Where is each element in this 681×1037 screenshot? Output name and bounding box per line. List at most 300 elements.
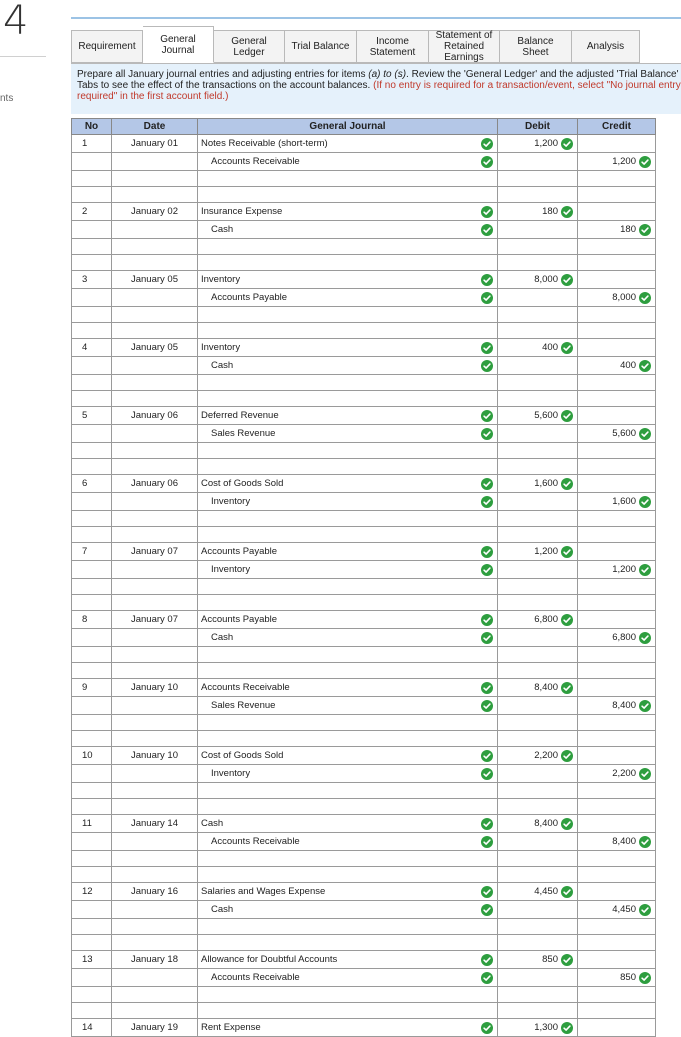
check-icon — [481, 496, 493, 508]
journal-row-empty — [72, 391, 656, 407]
empty-credit-field[interactable] — [578, 375, 656, 391]
tab-general-journal[interactable]: General Journal — [143, 26, 214, 63]
empty-credit-field[interactable] — [578, 443, 656, 459]
empty-credit-field[interactable] — [578, 919, 656, 935]
entry-date[interactable]: January 05 — [112, 339, 198, 357]
empty-debit-field[interactable] — [498, 783, 578, 799]
empty-account-field[interactable] — [198, 987, 498, 1003]
debit-account-field[interactable] — [198, 679, 498, 697]
credit-account-field[interactable] — [198, 221, 498, 239]
credit-amount-field[interactable] — [578, 221, 656, 239]
empty-account-field[interactable] — [198, 187, 498, 203]
credit-amount-field[interactable] — [578, 357, 656, 375]
entry-date[interactable]: January 19 — [112, 1019, 198, 1037]
credit-account-field[interactable] — [198, 153, 498, 171]
journal-row-debit — [72, 271, 656, 289]
empty-date-field[interactable] — [112, 187, 198, 203]
empty-date-field[interactable] — [112, 919, 198, 935]
empty-account-field[interactable] — [198, 867, 498, 883]
empty-account-field[interactable] — [198, 783, 498, 799]
debit-account-field[interactable] — [198, 135, 498, 153]
empty-credit-field[interactable] — [578, 663, 656, 679]
credit-account-field[interactable] — [198, 561, 498, 579]
left-divider — [0, 56, 46, 57]
check-icon — [481, 342, 493, 354]
empty-account-field[interactable] — [198, 851, 498, 867]
empty-cell — [72, 307, 112, 323]
debit-amount-field[interactable] — [498, 289, 578, 307]
credit-amount: 4,450 — [612, 904, 636, 915]
empty-date-field[interactable] — [112, 255, 198, 271]
debit-amount-field[interactable] — [498, 901, 578, 919]
empty-account-field[interactable] — [198, 799, 498, 815]
empty-debit-field[interactable] — [498, 987, 578, 1003]
debit-account-field[interactable] — [198, 543, 498, 561]
entry-date[interactable]: January 06 — [112, 407, 198, 425]
tab-analysis[interactable]: Analysis — [572, 30, 640, 63]
debit-account-field[interactable] — [198, 475, 498, 493]
empty-debit-field[interactable] — [498, 579, 578, 595]
empty-date-field[interactable] — [112, 443, 198, 459]
empty-credit-field[interactable] — [578, 459, 656, 475]
credit-account-field[interactable] — [198, 697, 498, 715]
general-journal-table — [71, 118, 656, 1037]
empty-credit-field[interactable] — [578, 783, 656, 799]
credit-account-field[interactable] — [198, 629, 498, 647]
empty-debit-field[interactable] — [498, 1003, 578, 1019]
entry-date[interactable]: January 10 — [112, 679, 198, 697]
credit-account-name: Accounts Receivable — [211, 836, 300, 847]
empty-debit-field[interactable] — [498, 511, 578, 527]
debit-account-name: Rent Expense — [201, 1022, 261, 1033]
credit-amount-field[interactable] — [578, 271, 656, 289]
entry-date[interactable]: January 18 — [112, 951, 198, 969]
empty-account-field[interactable] — [198, 715, 498, 731]
check-icon — [481, 428, 493, 440]
credit-amount: 400 — [620, 360, 636, 371]
empty-credit-field[interactable] — [578, 851, 656, 867]
empty-debit-field[interactable] — [498, 375, 578, 391]
empty-account-field[interactable] — [198, 731, 498, 747]
empty-date-field[interactable] — [112, 511, 198, 527]
credit-amount-field[interactable] — [578, 153, 656, 171]
debit-account-name: Cash — [201, 818, 224, 829]
entry-number: 10 — [72, 747, 112, 765]
credit-account-field[interactable] — [198, 765, 498, 783]
credit-amount-field[interactable] — [578, 951, 656, 969]
debit-amount-field[interactable] — [498, 611, 578, 629]
empty-account-field[interactable] — [198, 171, 498, 187]
entry-date-empty[interactable] — [112, 833, 198, 851]
entry-number: 14 — [72, 1019, 112, 1037]
debit-amount-field[interactable] — [498, 679, 578, 697]
empty-account-field[interactable] — [198, 595, 498, 611]
entry-date-empty[interactable] — [112, 425, 198, 443]
credit-account-field[interactable] — [198, 901, 498, 919]
debit-amount-field[interactable] — [498, 765, 578, 783]
entry-date-empty[interactable] — [112, 153, 198, 171]
journal-row-empty — [72, 663, 656, 679]
empty-cell — [72, 783, 112, 799]
entry-number-empty — [72, 901, 112, 919]
entry-date-empty[interactable] — [112, 289, 198, 307]
credit-account-field[interactable] — [198, 289, 498, 307]
debit-amount-field[interactable] — [498, 697, 578, 715]
journal-row-empty — [72, 595, 656, 611]
debit-amount-field[interactable] — [498, 425, 578, 443]
credit-account-field[interactable] — [198, 493, 498, 511]
entry-date[interactable]: January 06 — [112, 475, 198, 493]
debit-account-field[interactable] — [198, 339, 498, 357]
journal-row-debit — [72, 543, 656, 561]
empty-account-field[interactable] — [198, 391, 498, 407]
empty-date-field[interactable] — [112, 579, 198, 595]
empty-debit-field[interactable] — [498, 647, 578, 663]
empty-date-field[interactable] — [112, 1003, 198, 1019]
journal-row-empty — [72, 715, 656, 731]
empty-credit-field[interactable] — [578, 527, 656, 543]
entry-date-empty[interactable] — [112, 765, 198, 783]
journal-row-credit — [72, 765, 656, 783]
journal-row-empty — [72, 459, 656, 475]
debit-amount-field[interactable] — [498, 561, 578, 579]
debit-account-field[interactable] — [198, 1019, 498, 1037]
check-icon — [639, 700, 651, 712]
debit-account-field[interactable] — [198, 203, 498, 221]
debit-amount-field[interactable] — [498, 339, 578, 357]
empty-debit-field[interactable] — [498, 307, 578, 323]
debit-amount-field[interactable] — [498, 815, 578, 833]
empty-cell — [72, 987, 112, 1003]
credit-amount-field[interactable] — [578, 679, 656, 697]
check-icon — [639, 496, 651, 508]
empty-date-field[interactable] — [112, 239, 198, 255]
entry-date[interactable]: January 01 — [112, 135, 198, 153]
check-icon — [639, 836, 651, 848]
tab-income-statement[interactable]: Income Statement — [357, 30, 429, 63]
journal-row-debit — [72, 815, 656, 833]
debit-amount: 1,200 — [534, 546, 558, 557]
empty-account-field[interactable] — [198, 307, 498, 323]
empty-account-field[interactable] — [198, 375, 498, 391]
credit-amount-field[interactable] — [578, 135, 656, 153]
header-no: No — [72, 119, 112, 135]
journal-row-empty — [72, 647, 656, 663]
tab-statement-of-retained-earnings[interactable]: Statement of Retained Earnings — [429, 30, 500, 63]
empty-credit-field[interactable] — [578, 987, 656, 1003]
empty-date-field[interactable] — [112, 783, 198, 799]
check-icon — [561, 818, 573, 830]
debit-amount-field[interactable] — [498, 951, 578, 969]
debit-amount-field[interactable] — [498, 493, 578, 511]
empty-account-field[interactable] — [198, 459, 498, 475]
empty-date-field[interactable] — [112, 851, 198, 867]
debit-account-field[interactable] — [198, 951, 498, 969]
empty-debit-field[interactable] — [498, 255, 578, 271]
entry-date[interactable]: January 05 — [112, 271, 198, 289]
journal-row-empty — [72, 579, 656, 595]
empty-debit-field[interactable] — [498, 715, 578, 731]
debit-amount-field[interactable] — [498, 135, 578, 153]
journal-row-debit — [72, 203, 656, 221]
empty-date-field[interactable] — [112, 987, 198, 1003]
credit-amount-field[interactable] — [578, 747, 656, 765]
empty-debit-field[interactable] — [498, 323, 578, 339]
empty-debit-field[interactable] — [498, 799, 578, 815]
debit-amount-field[interactable] — [498, 271, 578, 289]
entry-date-empty[interactable] — [112, 561, 198, 579]
credit-account-field[interactable] — [198, 357, 498, 375]
header-debit: Debit — [498, 119, 578, 135]
empty-cell — [72, 323, 112, 339]
credit-amount-field[interactable] — [578, 697, 656, 715]
empty-credit-field[interactable] — [578, 579, 656, 595]
credit-account-field[interactable] — [198, 425, 498, 443]
empty-date-field[interactable] — [112, 935, 198, 951]
empty-date-field[interactable] — [112, 527, 198, 543]
header-credit: Credit — [578, 119, 656, 135]
entry-number-empty — [72, 561, 112, 579]
empty-credit-field[interactable] — [578, 255, 656, 271]
empty-credit-field[interactable] — [578, 867, 656, 883]
empty-credit-field[interactable] — [578, 511, 656, 527]
debit-account-field[interactable] — [198, 611, 498, 629]
empty-cell — [72, 579, 112, 595]
journal-row-empty — [72, 851, 656, 867]
empty-cell — [72, 187, 112, 203]
check-icon — [639, 156, 651, 168]
empty-debit-field[interactable] — [498, 867, 578, 883]
tab-balance-sheet[interactable]: Balance Sheet — [500, 30, 572, 63]
empty-date-field[interactable] — [112, 171, 198, 187]
check-icon — [481, 360, 493, 372]
journal-row-credit — [72, 697, 656, 715]
empty-credit-field[interactable] — [578, 1003, 656, 1019]
debit-amount-field[interactable] — [498, 203, 578, 221]
empty-date-field[interactable] — [112, 307, 198, 323]
empty-debit-field[interactable] — [498, 663, 578, 679]
empty-date-field[interactable] — [112, 663, 198, 679]
empty-cell — [72, 375, 112, 391]
credit-amount-field[interactable] — [578, 289, 656, 307]
empty-account-field[interactable] — [198, 663, 498, 679]
check-icon — [639, 224, 651, 236]
credit-amount-field[interactable] — [578, 969, 656, 987]
entry-date[interactable]: January 14 — [112, 815, 198, 833]
empty-credit-field[interactable] — [578, 647, 656, 663]
empty-account-field[interactable] — [198, 443, 498, 459]
check-icon — [561, 410, 573, 422]
empty-debit-field[interactable] — [498, 239, 578, 255]
empty-date-field[interactable] — [112, 323, 198, 339]
empty-debit-field[interactable] — [498, 443, 578, 459]
empty-date-field[interactable] — [112, 375, 198, 391]
check-icon — [481, 478, 493, 490]
entry-date[interactable]: January 07 — [112, 611, 198, 629]
credit-amount-field[interactable] — [578, 407, 656, 425]
journal-row-credit — [72, 425, 656, 443]
journal-row-credit — [72, 969, 656, 987]
empty-account-field[interactable] — [198, 323, 498, 339]
entry-date-empty[interactable] — [112, 901, 198, 919]
credit-amount: 8,400 — [612, 836, 636, 847]
empty-account-field[interactable] — [198, 239, 498, 255]
credit-amount-field[interactable] — [578, 425, 656, 443]
entry-date[interactable]: January 07 — [112, 543, 198, 561]
credit-account-name: Sales Revenue — [211, 700, 276, 711]
debit-amount-field[interactable] — [498, 1019, 578, 1037]
empty-date-field[interactable] — [112, 595, 198, 611]
empty-date-field[interactable] — [112, 647, 198, 663]
empty-account-field[interactable] — [198, 1003, 498, 1019]
credit-amount-field[interactable] — [578, 561, 656, 579]
empty-account-field[interactable] — [198, 935, 498, 951]
debit-amount-field[interactable] — [498, 221, 578, 239]
empty-credit-field[interactable] — [578, 595, 656, 611]
empty-account-field[interactable] — [198, 579, 498, 595]
debit-account-field[interactable] — [198, 747, 498, 765]
credit-amount-field[interactable] — [578, 339, 656, 357]
check-icon — [561, 614, 573, 626]
empty-account-field[interactable] — [198, 647, 498, 663]
debit-account-name: Allowance for Doubtful Accounts — [201, 954, 338, 965]
empty-credit-field[interactable] — [578, 187, 656, 203]
empty-cell — [72, 255, 112, 271]
credit-account-field[interactable] — [198, 833, 498, 851]
entry-date[interactable]: January 16 — [112, 883, 198, 901]
empty-debit-field[interactable] — [498, 187, 578, 203]
debit-account-name: Accounts Receivable — [201, 682, 290, 693]
journal-row-credit — [72, 357, 656, 375]
debit-amount-field[interactable] — [498, 747, 578, 765]
debit-amount-field[interactable] — [498, 153, 578, 171]
credit-amount-field[interactable] — [578, 883, 656, 901]
debit-amount: 8,400 — [534, 818, 558, 829]
entry-number: 7 — [72, 543, 112, 561]
empty-credit-field[interactable] — [578, 391, 656, 407]
entry-date[interactable]: January 02 — [112, 203, 198, 221]
empty-date-field[interactable] — [112, 799, 198, 815]
credit-amount-field[interactable] — [578, 901, 656, 919]
debit-account-name: Insurance Expense — [201, 206, 283, 217]
credit-amount-field[interactable] — [578, 765, 656, 783]
entry-number: 8 — [72, 611, 112, 629]
entry-number-empty — [72, 833, 112, 851]
credit-account-name: Cash — [211, 360, 234, 371]
credit-amount-field[interactable] — [578, 611, 656, 629]
empty-debit-field[interactable] — [498, 595, 578, 611]
empty-debit-field[interactable] — [498, 459, 578, 475]
debit-account-field[interactable] — [198, 883, 498, 901]
instructions-text-1: Prepare all January journal entries and adjusting entries for items — [77, 69, 369, 80]
empty-debit-field[interactable] — [498, 171, 578, 187]
tab-general-ledger[interactable]: General Ledger — [214, 30, 285, 63]
empty-debit-field[interactable] — [498, 919, 578, 935]
journal-row-empty — [72, 171, 656, 187]
entry-number-empty — [72, 357, 112, 375]
tab-requirement[interactable]: Requirement — [71, 30, 143, 63]
credit-amount-field[interactable] — [578, 815, 656, 833]
empty-date-field[interactable] — [112, 867, 198, 883]
entry-date-empty[interactable] — [112, 221, 198, 239]
entry-date-empty[interactable] — [112, 629, 198, 647]
debit-amount-field[interactable] — [498, 407, 578, 425]
debit-amount-field[interactable] — [498, 883, 578, 901]
credit-amount-field[interactable] — [578, 475, 656, 493]
debit-account-name: Cost of Goods Sold — [201, 478, 284, 489]
entry-date-empty[interactable] — [112, 969, 198, 987]
credit-amount-field[interactable] — [578, 629, 656, 647]
entry-number: 2 — [72, 203, 112, 221]
empty-credit-field[interactable] — [578, 239, 656, 255]
debit-amount-field[interactable] — [498, 543, 578, 561]
empty-cell — [72, 715, 112, 731]
empty-debit-field[interactable] — [498, 935, 578, 951]
debit-amount-field[interactable] — [498, 969, 578, 987]
entry-number: 12 — [72, 883, 112, 901]
debit-account-field[interactable] — [198, 407, 498, 425]
entry-date-empty[interactable] — [112, 357, 198, 375]
empty-credit-field[interactable] — [578, 715, 656, 731]
credit-amount-field[interactable] — [578, 1019, 656, 1037]
journal-row-empty — [72, 375, 656, 391]
debit-amount: 1,300 — [534, 1022, 558, 1033]
empty-account-field[interactable] — [198, 919, 498, 935]
credit-amount-field[interactable] — [578, 543, 656, 561]
empty-date-field[interactable] — [112, 459, 198, 475]
empty-date-field[interactable] — [112, 715, 198, 731]
empty-credit-field[interactable] — [578, 799, 656, 815]
journal-row-empty — [72, 255, 656, 271]
empty-credit-field[interactable] — [578, 171, 656, 187]
tab-trial-balance[interactable]: Trial Balance — [285, 30, 357, 63]
empty-account-field[interactable] — [198, 255, 498, 271]
empty-debit-field[interactable] — [498, 851, 578, 867]
check-icon — [561, 546, 573, 558]
credit-amount-field[interactable] — [578, 493, 656, 511]
credit-account-field[interactable] — [198, 969, 498, 987]
empty-credit-field[interactable] — [578, 731, 656, 747]
empty-debit-field[interactable] — [498, 731, 578, 747]
check-icon — [639, 360, 651, 372]
empty-credit-field[interactable] — [578, 935, 656, 951]
empty-date-field[interactable] — [112, 391, 198, 407]
entry-date-empty[interactable] — [112, 697, 198, 715]
empty-debit-field[interactable] — [498, 527, 578, 543]
check-icon — [481, 682, 493, 694]
empty-credit-field[interactable] — [578, 307, 656, 323]
empty-date-field[interactable] — [112, 731, 198, 747]
empty-cell — [72, 443, 112, 459]
debit-amount-field[interactable] — [498, 629, 578, 647]
empty-debit-field[interactable] — [498, 391, 578, 407]
credit-amount-field[interactable] — [578, 833, 656, 851]
debit-amount-field[interactable] — [498, 475, 578, 493]
entry-date-empty[interactable] — [112, 493, 198, 511]
empty-account-field[interactable] — [198, 511, 498, 527]
debit-account-field[interactable] — [198, 815, 498, 833]
debit-amount-field[interactable] — [498, 357, 578, 375]
debit-amount-field[interactable] — [498, 833, 578, 851]
debit-account-field[interactable] — [198, 271, 498, 289]
entry-date[interactable]: January 10 — [112, 747, 198, 765]
credit-amount: 1,600 — [612, 496, 636, 507]
empty-credit-field[interactable] — [578, 323, 656, 339]
entry-number: 4 — [72, 339, 112, 357]
empty-account-field[interactable] — [198, 527, 498, 543]
entry-number-empty — [72, 221, 112, 239]
credit-amount-field[interactable] — [578, 203, 656, 221]
